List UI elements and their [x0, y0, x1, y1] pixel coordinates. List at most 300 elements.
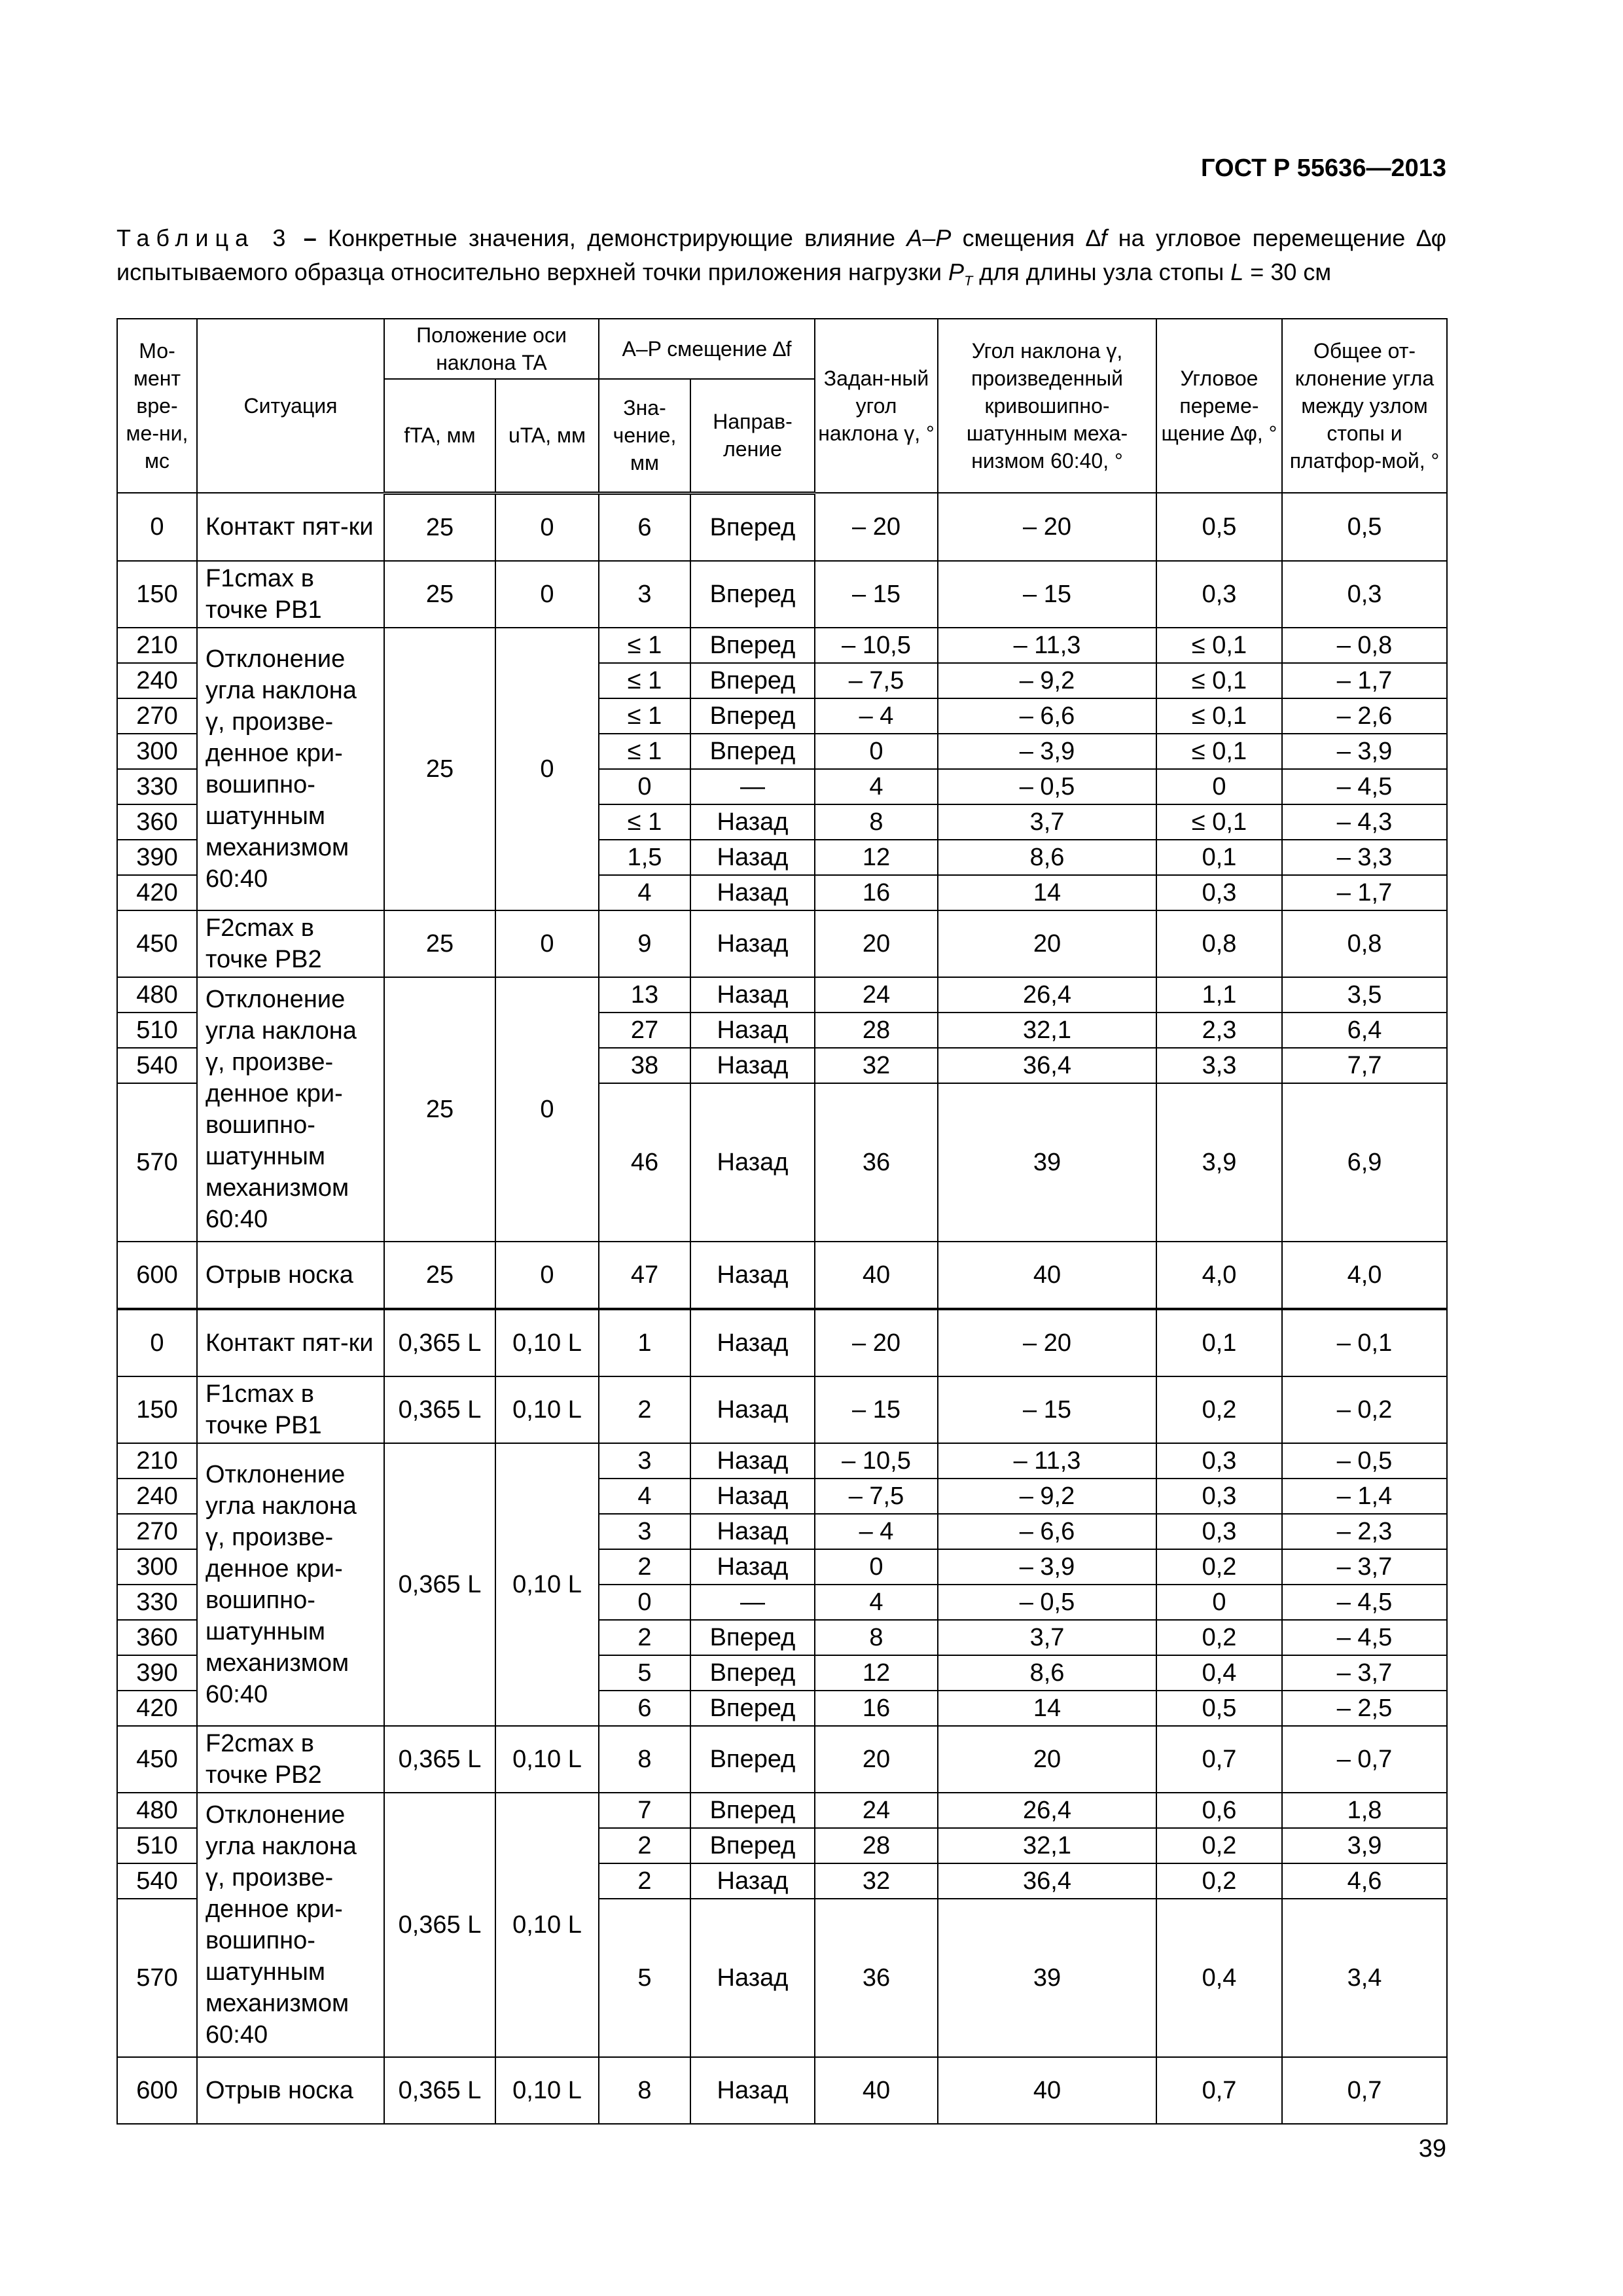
cell-moment: 330 — [117, 769, 197, 804]
cell-angular-displacement: 0,6 — [1156, 1793, 1282, 1828]
cell-fta: 0,365 L — [384, 1793, 495, 2057]
caption-pt-sub: T — [964, 272, 973, 289]
cell-direction: Назад — [690, 1443, 815, 1479]
cell-uta: 0 — [495, 1242, 599, 1309]
cell-angular-displacement: 0,2 — [1156, 1863, 1282, 1899]
cell-direction: Вперед — [690, 734, 815, 769]
cell-set-angle: 28 — [815, 1013, 938, 1048]
cell-angular-displacement: 0,3 — [1156, 1479, 1282, 1514]
cell-set-angle: – 15 — [815, 561, 938, 628]
cell-total-deviation: – 0,8 — [1282, 628, 1447, 663]
caption-text-b: смещения ∆ — [951, 224, 1101, 251]
cell-set-angle: – 20 — [815, 1309, 938, 1376]
cell-value: 5 — [599, 1899, 690, 2057]
cell-angular-displacement: 0,3 — [1156, 561, 1282, 628]
cell-moment: 150 — [117, 561, 197, 628]
cell-situation: Отклонение угла наклона γ, произве-денное кри-вошипно-шатунным механизмом 60:40 — [197, 1443, 384, 1726]
cell-total-deviation: 4,0 — [1282, 1242, 1447, 1309]
caption-pt: P — [948, 259, 965, 285]
cell-moment: 150 — [117, 1376, 197, 1443]
cell-set-angle: 8 — [815, 1620, 938, 1655]
cell-value: 1,5 — [599, 840, 690, 875]
cell-total-deviation: 1,8 — [1282, 1793, 1447, 1828]
cell-moment: 0 — [117, 493, 197, 561]
cell-produced-angle: – 20 — [938, 1309, 1156, 1376]
cell-situation: Отрыв носка — [197, 2057, 384, 2124]
cell-angular-displacement: 0,5 — [1156, 493, 1282, 561]
cell-produced-angle: – 6,6 — [938, 1514, 1156, 1549]
cell-set-angle: – 4 — [815, 698, 938, 734]
cell-fta: 25 — [384, 493, 495, 561]
col-total-deviation: Общее от-клонение угла между узлом стопы и платфор-мой, ° — [1282, 319, 1447, 493]
cell-direction: Назад — [690, 2057, 815, 2124]
cell-value: 13 — [599, 977, 690, 1013]
cell-total-deviation: – 1,7 — [1282, 663, 1447, 698]
col-moment: Мо-мент вре-ме-ни, мс — [117, 319, 197, 493]
cell-set-angle: 8 — [815, 804, 938, 840]
data-table — [116, 318, 1448, 2125]
cell-direction: Вперед — [690, 1620, 815, 1655]
cell-angular-displacement: 4,0 — [1156, 1242, 1282, 1309]
cell-value: ≤ 1 — [599, 804, 690, 840]
cell-produced-angle: 39 — [938, 1899, 1156, 2057]
cell-angular-displacement: 0,8 — [1156, 910, 1282, 977]
cell-total-deviation: – 3,3 — [1282, 840, 1447, 875]
cell-angular-displacement: 0,2 — [1156, 1828, 1282, 1863]
cell-uta: 0,10 L — [495, 1793, 599, 2057]
cell-moment: 570 — [117, 1899, 197, 2057]
cell-situation: Отклонение угла наклона γ, произве-денное кри-вошипно-шатунным механизмом 60:40 — [197, 628, 384, 910]
cell-value: 9 — [599, 910, 690, 977]
cell-produced-angle: 20 — [938, 910, 1156, 977]
cell-total-deviation: 3,9 — [1282, 1828, 1447, 1863]
cell-produced-angle: – 3,9 — [938, 1549, 1156, 1585]
cell-fta: 0,365 L — [384, 1443, 495, 1726]
caption-label: Таблица 3 — [116, 224, 293, 251]
table-row — [117, 493, 1447, 561]
cell-direction: Назад — [690, 1863, 815, 1899]
cell-moment: 360 — [117, 1620, 197, 1655]
cell-direction: — — [690, 769, 815, 804]
cell-total-deviation: – 0,2 — [1282, 1376, 1447, 1443]
cell-produced-angle: 26,4 — [938, 1793, 1156, 1828]
cell-set-angle: 40 — [815, 2057, 938, 2124]
cell-situation: F1cmax в точке PB1 — [197, 1376, 384, 1443]
cell-value: 4 — [599, 1479, 690, 1514]
cell-moment: 360 — [117, 804, 197, 840]
cell-direction: Назад — [690, 1549, 815, 1585]
cell-value: ≤ 1 — [599, 663, 690, 698]
cell-uta: 0 — [495, 977, 599, 1242]
cell-set-angle: 28 — [815, 1828, 938, 1863]
cell-set-angle: – 7,5 — [815, 663, 938, 698]
cell-set-angle: 4 — [815, 1585, 938, 1620]
table-row — [117, 561, 1447, 628]
cell-moment: 570 — [117, 1083, 197, 1242]
cell-total-deviation: – 2,3 — [1282, 1514, 1447, 1549]
cell-produced-angle: 36,4 — [938, 1863, 1156, 1899]
cell-total-deviation: – 2,5 — [1282, 1691, 1447, 1726]
table-row — [117, 910, 1447, 977]
cell-produced-angle: 32,1 — [938, 1013, 1156, 1048]
cell-produced-angle: 8,6 — [938, 840, 1156, 875]
cell-set-angle: 40 — [815, 1242, 938, 1309]
table-row — [117, 1726, 1447, 1793]
cell-angular-displacement: 0,5 — [1156, 1691, 1282, 1726]
cell-situation: F1cmax в точке PB1 — [197, 561, 384, 628]
cell-moment: 510 — [117, 1828, 197, 1863]
cell-total-deviation: 0,5 — [1282, 493, 1447, 561]
cell-total-deviation: – 3,7 — [1282, 1549, 1447, 1585]
cell-angular-displacement: 2,3 — [1156, 1013, 1282, 1048]
cell-moment: 450 — [117, 1726, 197, 1793]
cell-moment: 420 — [117, 1691, 197, 1726]
cell-angular-displacement: 0 — [1156, 1585, 1282, 1620]
cell-uta: 0,10 L — [495, 1376, 599, 1443]
cell-direction: Назад — [690, 1514, 815, 1549]
cell-moment: 450 — [117, 910, 197, 977]
cell-direction: Вперед — [690, 1793, 815, 1828]
cell-total-deviation: 0,8 — [1282, 910, 1447, 977]
cell-value: 3 — [599, 1443, 690, 1479]
table-row — [117, 2057, 1447, 2124]
cell-direction: Вперед — [690, 1828, 815, 1863]
cell-angular-displacement: 0 — [1156, 769, 1282, 804]
cell-direction: Вперед — [690, 561, 815, 628]
cell-produced-angle: 3,7 — [938, 1620, 1156, 1655]
cell-direction: Назад — [690, 1376, 815, 1443]
cell-uta: 0 — [495, 910, 599, 977]
cell-value: 0 — [599, 1585, 690, 1620]
cell-situation: Контакт пят-ки — [197, 1309, 384, 1376]
cell-produced-angle: – 11,3 — [938, 1443, 1156, 1479]
cell-direction: Назад — [690, 875, 815, 910]
cell-uta: 0 — [495, 628, 599, 910]
table-row — [117, 628, 1447, 663]
cell-set-angle: – 15 — [815, 1376, 938, 1443]
cell-total-deviation: 0,7 — [1282, 2057, 1447, 2124]
cell-produced-angle: – 0,5 — [938, 769, 1156, 804]
cell-moment: 600 — [117, 1242, 197, 1309]
cell-value: 8 — [599, 2057, 690, 2124]
cell-produced-angle: 32,1 — [938, 1828, 1156, 1863]
cell-angular-displacement: 0,4 — [1156, 1655, 1282, 1691]
cell-moment: 240 — [117, 663, 197, 698]
cell-produced-angle: – 9,2 — [938, 663, 1156, 698]
cell-value: 6 — [599, 1691, 690, 1726]
cell-value: 5 — [599, 1655, 690, 1691]
cell-set-angle: 36 — [815, 1899, 938, 2057]
cell-moment: 420 — [117, 875, 197, 910]
col-value: Зна-чение, мм — [599, 379, 690, 493]
cell-value: 1 — [599, 1309, 690, 1376]
cell-produced-angle: 40 — [938, 2057, 1156, 2124]
cell-value: 2 — [599, 1828, 690, 1863]
cell-set-angle: 4 — [815, 769, 938, 804]
cell-angular-displacement: 0,2 — [1156, 1620, 1282, 1655]
cell-fta: 0,365 L — [384, 1376, 495, 1443]
cell-total-deviation: – 0,7 — [1282, 1726, 1447, 1793]
cell-set-angle: 24 — [815, 977, 938, 1013]
cell-direction: Назад — [690, 1309, 815, 1376]
cell-value: 2 — [599, 1863, 690, 1899]
cell-fta: 25 — [384, 561, 495, 628]
cell-produced-angle: 14 — [938, 1691, 1156, 1726]
cell-value: 8 — [599, 1726, 690, 1793]
cell-total-deviation: – 4,5 — [1282, 769, 1447, 804]
cell-set-angle: 32 — [815, 1863, 938, 1899]
cell-produced-angle: 26,4 — [938, 977, 1156, 1013]
cell-produced-angle: 3,7 — [938, 804, 1156, 840]
cell-moment: 300 — [117, 734, 197, 769]
cell-produced-angle: – 6,6 — [938, 698, 1156, 734]
cell-angular-displacement: 0,2 — [1156, 1549, 1282, 1585]
cell-moment: 0 — [117, 1309, 197, 1376]
cell-direction: Назад — [690, 804, 815, 840]
cell-total-deviation: – 1,4 — [1282, 1479, 1447, 1514]
cell-moment: 210 — [117, 628, 197, 663]
cell-total-deviation: – 4,3 — [1282, 804, 1447, 840]
cell-situation: Отклонение угла наклона γ, произве-денное кри-вошипно-шатунным механизмом 60:40 — [197, 977, 384, 1242]
cell-angular-displacement: 0,4 — [1156, 1899, 1282, 2057]
cell-uta: 0,10 L — [495, 2057, 599, 2124]
cell-direction: Назад — [690, 910, 815, 977]
cell-set-angle: – 4 — [815, 1514, 938, 1549]
cell-fta: 25 — [384, 628, 495, 910]
caption-ap: A–P — [906, 224, 952, 251]
cell-total-deviation: 6,4 — [1282, 1013, 1447, 1048]
col-ap-shift: A–P смещение ∆f — [599, 319, 815, 379]
cell-uta: 0,10 L — [495, 1726, 599, 1793]
table-block-2 — [117, 1309, 1447, 2124]
cell-direction: Назад — [690, 1048, 815, 1083]
cell-angular-displacement: ≤ 0,1 — [1156, 734, 1282, 769]
cell-value: ≤ 1 — [599, 698, 690, 734]
cell-produced-angle: – 9,2 — [938, 1479, 1156, 1514]
cell-total-deviation: 0,3 — [1282, 561, 1447, 628]
cell-value: 2 — [599, 1549, 690, 1585]
cell-fta: 0,365 L — [384, 2057, 495, 2124]
cell-direction: Вперед — [690, 663, 815, 698]
table-row — [117, 977, 1447, 1013]
cell-direction: Вперед — [690, 493, 815, 561]
cell-angular-displacement: 0,2 — [1156, 1376, 1282, 1443]
cell-moment: 480 — [117, 1793, 197, 1828]
cell-direction: Назад — [690, 977, 815, 1013]
cell-moment: 540 — [117, 1048, 197, 1083]
cell-value: 4 — [599, 875, 690, 910]
cell-total-deviation: – 3,7 — [1282, 1655, 1447, 1691]
cell-angular-displacement: ≤ 0,1 — [1156, 804, 1282, 840]
cell-value: 7 — [599, 1793, 690, 1828]
cell-value: 27 — [599, 1013, 690, 1048]
table-row — [117, 1309, 1447, 1376]
caption-text-a: Конкретные значения, демонстрирующие влияние — [328, 224, 907, 251]
cell-moment: 300 — [117, 1549, 197, 1585]
col-set-angle: Задан-ный угол наклона γ, ° — [815, 319, 938, 493]
cell-moment: 390 — [117, 1655, 197, 1691]
cell-direction: Вперед — [690, 698, 815, 734]
cell-situation: F2cmax в точке PB2 — [197, 910, 384, 977]
cell-moment: 270 — [117, 1514, 197, 1549]
table-caption — [116, 221, 1446, 298]
cell-direction: Вперед — [690, 1655, 815, 1691]
cell-value: ≤ 1 — [599, 628, 690, 663]
cell-value: 2 — [599, 1620, 690, 1655]
cell-set-angle: 36 — [815, 1083, 938, 1242]
cell-moment: 540 — [117, 1863, 197, 1899]
col-uta: uTA, мм — [495, 379, 599, 493]
cell-direction: Назад — [690, 1083, 815, 1242]
caption-text-e: = 30 см — [1243, 259, 1332, 285]
cell-uta: 0,10 L — [495, 1443, 599, 1726]
cell-produced-angle: 20 — [938, 1726, 1156, 1793]
cell-set-angle: – 10,5 — [815, 1443, 938, 1479]
cell-value: ≤ 1 — [599, 734, 690, 769]
cell-angular-displacement: 3,3 — [1156, 1048, 1282, 1083]
cell-set-angle: 12 — [815, 840, 938, 875]
cell-moment: 210 — [117, 1443, 197, 1479]
cell-angular-displacement: 1,1 — [1156, 977, 1282, 1013]
col-direction: Направ-ление — [690, 379, 815, 493]
cell-produced-angle: 8,6 — [938, 1655, 1156, 1691]
cell-direction: Назад — [690, 840, 815, 875]
cell-situation: Контакт пят-ки — [197, 493, 384, 561]
cell-value: 46 — [599, 1083, 690, 1242]
cell-value: 3 — [599, 561, 690, 628]
cell-set-angle: – 10,5 — [815, 628, 938, 663]
cell-set-angle: 12 — [815, 1655, 938, 1691]
cell-direction: — — [690, 1585, 815, 1620]
cell-total-deviation: – 0,5 — [1282, 1443, 1447, 1479]
cell-moment: 390 — [117, 840, 197, 875]
cell-fta: 0,365 L — [384, 1726, 495, 1793]
cell-produced-angle: 40 — [938, 1242, 1156, 1309]
cell-set-angle: – 7,5 — [815, 1479, 938, 1514]
cell-produced-angle: – 20 — [938, 493, 1156, 561]
cell-uta: 0 — [495, 561, 599, 628]
cell-angular-displacement: 0,1 — [1156, 840, 1282, 875]
cell-moment: 240 — [117, 1479, 197, 1514]
cell-angular-displacement: ≤ 0,1 — [1156, 663, 1282, 698]
cell-produced-angle: – 15 — [938, 561, 1156, 628]
cell-angular-displacement: 0,3 — [1156, 1443, 1282, 1479]
cell-direction: Назад — [690, 1899, 815, 2057]
table-row — [117, 1793, 1447, 1828]
table-block-1 — [117, 493, 1447, 1309]
cell-total-deviation: 6,9 — [1282, 1083, 1447, 1242]
cell-set-angle: 20 — [815, 910, 938, 977]
cell-total-deviation: – 4,5 — [1282, 1620, 1447, 1655]
cell-set-angle: 20 — [815, 1726, 938, 1793]
cell-total-deviation: – 2,6 — [1282, 698, 1447, 734]
cell-value: 3 — [599, 1514, 690, 1549]
cell-fta: 25 — [384, 977, 495, 1242]
cell-value: 6 — [599, 493, 690, 561]
col-axis-position: Положение оси наклона TA — [384, 319, 599, 379]
cell-value: 2 — [599, 1376, 690, 1443]
cell-produced-angle: – 11,3 — [938, 628, 1156, 663]
caption-text-c: на угловое перемещение ∆φ испытываемого образца относительно верхней точки приложения нагрузки — [116, 224, 1446, 285]
col-fta: fTA, мм — [384, 379, 495, 493]
cell-moment: 600 — [117, 2057, 197, 2124]
cell-angular-displacement: ≤ 0,1 — [1156, 628, 1282, 663]
page-number: 39 — [1418, 2135, 1446, 2162]
cell-produced-angle: 36,4 — [938, 1048, 1156, 1083]
cell-uta: 0 — [495, 493, 599, 561]
cell-direction: Назад — [690, 1242, 815, 1309]
cell-set-angle: 32 — [815, 1048, 938, 1083]
cell-angular-displacement: 0,3 — [1156, 875, 1282, 910]
cell-fta: 25 — [384, 1242, 495, 1309]
table-header — [117, 319, 1447, 493]
cell-total-deviation: 7,7 — [1282, 1048, 1447, 1083]
cell-direction: Назад — [690, 1479, 815, 1514]
document-header: ГОСТ Р 55636—2013 — [1201, 154, 1446, 182]
table-row — [117, 1443, 1447, 1479]
cell-angular-displacement: 3,9 — [1156, 1083, 1282, 1242]
table-row — [117, 1242, 1447, 1309]
cell-total-deviation: – 4,5 — [1282, 1585, 1447, 1620]
cell-total-deviation: – 3,9 — [1282, 734, 1447, 769]
cell-fta: 25 — [384, 910, 495, 977]
cell-angular-displacement: 0,7 — [1156, 2057, 1282, 2124]
cell-moment: 510 — [117, 1013, 197, 1048]
cell-total-deviation: 3,4 — [1282, 1899, 1447, 2057]
cell-produced-angle: – 15 — [938, 1376, 1156, 1443]
caption-f: f — [1100, 224, 1107, 251]
cell-angular-displacement: ≤ 0,1 — [1156, 698, 1282, 734]
cell-total-deviation: 4,6 — [1282, 1863, 1447, 1899]
cell-total-deviation: 3,5 — [1282, 977, 1447, 1013]
cell-produced-angle: 14 — [938, 875, 1156, 910]
cell-direction: Вперед — [690, 1726, 815, 1793]
cell-set-angle: 0 — [815, 734, 938, 769]
cell-total-deviation: – 0,1 — [1282, 1309, 1447, 1376]
cell-set-angle: 24 — [815, 1793, 938, 1828]
cell-moment: 480 — [117, 977, 197, 1013]
cell-total-deviation: – 1,7 — [1282, 875, 1447, 910]
cell-set-angle: 16 — [815, 1691, 938, 1726]
table-row — [117, 1376, 1447, 1443]
cell-angular-displacement: 0,1 — [1156, 1309, 1282, 1376]
caption-dash: – — [292, 224, 329, 251]
cell-produced-angle: 39 — [938, 1083, 1156, 1242]
cell-situation: F2cmax в точке PB2 — [197, 1726, 384, 1793]
cell-angular-displacement: 0,7 — [1156, 1726, 1282, 1793]
cell-produced-angle: – 0,5 — [938, 1585, 1156, 1620]
cell-value: 0 — [599, 769, 690, 804]
caption-L: L — [1230, 259, 1244, 285]
cell-situation: Отрыв носка — [197, 1242, 384, 1309]
cell-angular-displacement: 0,3 — [1156, 1514, 1282, 1549]
col-produced-angle: Угол наклона γ, произведенный кривошипно-шатунным меха-низмом 60:40, ° — [938, 319, 1156, 493]
cell-produced-angle: – 3,9 — [938, 734, 1156, 769]
cell-uta: 0,10 L — [495, 1309, 599, 1376]
cell-direction: Вперед — [690, 1691, 815, 1726]
cell-moment: 330 — [117, 1585, 197, 1620]
cell-value: 38 — [599, 1048, 690, 1083]
col-angular-displacement: Угловое переме-щение ∆φ, ° — [1156, 319, 1282, 493]
cell-direction: Вперед — [690, 628, 815, 663]
col-situation: Ситуация — [197, 319, 384, 493]
cell-direction: Назад — [690, 1013, 815, 1048]
cell-situation: Отклонение угла наклона γ, произве-денное кри-вошипно-шатунным механизмом 60:40 — [197, 1793, 384, 2057]
cell-set-angle: – 20 — [815, 493, 938, 561]
cell-set-angle: 0 — [815, 1549, 938, 1585]
cell-value: 47 — [599, 1242, 690, 1309]
caption-text-d: для длины узла стопы — [972, 259, 1231, 285]
